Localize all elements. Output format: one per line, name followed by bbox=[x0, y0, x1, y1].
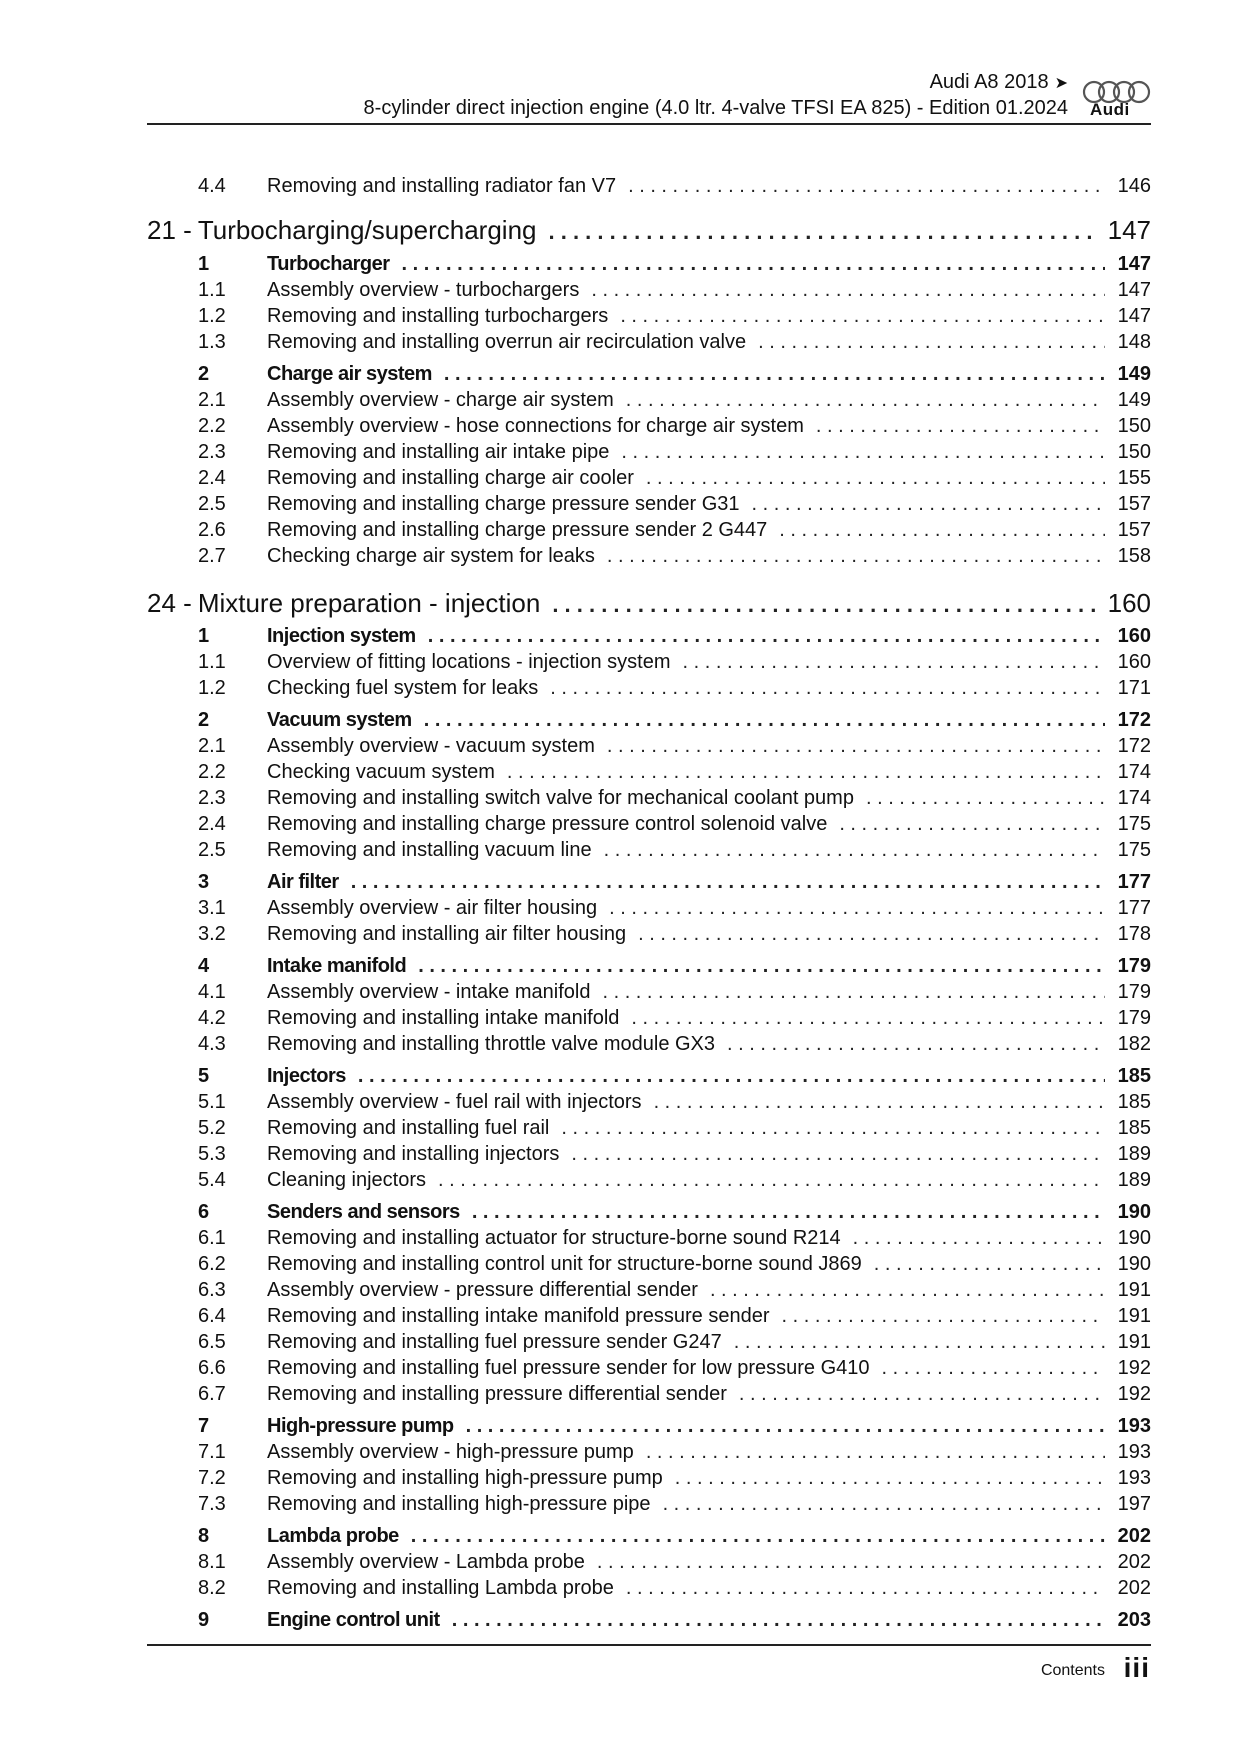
toc-entry-number: 2.6 bbox=[198, 519, 226, 541]
dot-leader bbox=[727, 1032, 1105, 1056]
toc-entry-title: Removing and installing charge pressure control solenoid valve bbox=[267, 813, 828, 835]
toc-page-number: 193 bbox=[1117, 1415, 1151, 1437]
toc-page-number: 191 bbox=[1117, 1305, 1151, 1327]
toc-entry-title: Engine control unit bbox=[267, 1609, 440, 1631]
toc-entry-number: 2.4 bbox=[198, 813, 226, 835]
header-rule bbox=[147, 123, 1151, 125]
toc-entry-number: 2.2 bbox=[198, 415, 226, 437]
toc-page-number: 182 bbox=[1117, 1033, 1151, 1055]
toc-subsection-entry[interactable] bbox=[147, 1440, 1151, 1464]
dot-leader bbox=[549, 217, 1100, 247]
toc-entry-title: Removing and installing charge pressure sender 2 G447 bbox=[267, 519, 768, 541]
toc-entry-title: Removing and installing vacuum line bbox=[267, 839, 592, 861]
dot-leader bbox=[866, 786, 1105, 810]
toc-entry-number: 1.1 bbox=[198, 651, 226, 673]
toc-entry-number: 5 bbox=[198, 1065, 210, 1087]
toc-entry-title: Assembly overview - fuel rail with injectors bbox=[267, 1091, 642, 1113]
footer-page-number: iii bbox=[1123, 1652, 1150, 1683]
toc-entry-number: 2.3 bbox=[198, 441, 226, 463]
toc-section-entry[interactable] bbox=[147, 1414, 1151, 1438]
toc-page-number: 160 bbox=[1117, 651, 1151, 673]
toc-entry-title: Removing and installing actuator for structure-borne sound R214 bbox=[267, 1227, 841, 1249]
toc-entry-title: Removing and installing radiator fan V7 bbox=[267, 175, 617, 197]
toc-subsection-entry[interactable] bbox=[147, 980, 1151, 1004]
toc-section-entry[interactable] bbox=[147, 1608, 1151, 1632]
toc-entry-number: 2.2 bbox=[198, 761, 226, 783]
toc-entry-title: Assembly overview - intake manifold bbox=[267, 981, 591, 1003]
dot-leader bbox=[418, 954, 1105, 978]
toc-entry-title: Cleaning injectors bbox=[267, 1169, 426, 1191]
toc-subsection-entry[interactable] bbox=[147, 1356, 1151, 1380]
toc-entry-number: 1 bbox=[198, 253, 210, 275]
toc-page-number: 193 bbox=[1117, 1441, 1151, 1463]
footer-rule bbox=[147, 1644, 1151, 1646]
toc-page-number: 147 bbox=[1117, 305, 1151, 327]
toc-subsection-entry[interactable] bbox=[147, 330, 1151, 354]
toc-entry-number: 4.1 bbox=[198, 981, 226, 1003]
toc-entry-number: 9 bbox=[198, 1609, 210, 1631]
toc-entry-title: Removing and installing turbochargers bbox=[267, 305, 609, 327]
dot-leader bbox=[654, 1090, 1105, 1114]
toc-page-number: 202 bbox=[1117, 1525, 1151, 1547]
dot-leader bbox=[621, 440, 1105, 464]
toc-subsection-entry[interactable] bbox=[147, 1382, 1151, 1406]
toc-entry-number: 2.3 bbox=[198, 787, 226, 809]
toc-entry-number: 3.1 bbox=[198, 897, 226, 919]
toc-entry-title: Assembly overview - air filter housing bbox=[267, 897, 598, 919]
toc-subsection-entry[interactable] bbox=[147, 518, 1151, 542]
dot-leader bbox=[739, 1382, 1105, 1406]
toc-subsection-entry[interactable] bbox=[147, 1576, 1151, 1600]
toc-page-number: 192 bbox=[1117, 1383, 1151, 1405]
toc-subsection-entry[interactable] bbox=[147, 466, 1151, 490]
toc-page-number: 150 bbox=[1117, 441, 1151, 463]
footer-section-label: Contents bbox=[1040, 1662, 1105, 1679]
dot-leader bbox=[602, 980, 1105, 1004]
toc-entry-title: Removing and installing pressure differential sender bbox=[267, 1383, 727, 1405]
toc-subsection-entry[interactable] bbox=[147, 1252, 1151, 1276]
toc-page-number: 147 bbox=[1117, 279, 1151, 301]
toc-entry-title: Assembly overview - pressure differential sender bbox=[267, 1279, 698, 1301]
toc-entry-title: Removing and installing fuel pressure sender for low pressure G410 bbox=[267, 1357, 870, 1379]
dot-leader bbox=[758, 330, 1105, 354]
toc-entry-number: 4 bbox=[198, 955, 210, 977]
dot-leader bbox=[597, 1550, 1105, 1574]
toc-entry-number: 2.5 bbox=[198, 493, 226, 515]
toc-subsection-entry[interactable] bbox=[147, 1466, 1151, 1490]
toc-entry-title: Assembly overview - turbochargers bbox=[267, 279, 580, 301]
toc-page-number: 172 bbox=[1117, 735, 1151, 757]
toc-entry-number: 1.2 bbox=[198, 305, 226, 327]
dot-leader bbox=[472, 1200, 1105, 1224]
toc-subsection-entry[interactable] bbox=[147, 278, 1151, 302]
toc-entry-number: 2.1 bbox=[198, 735, 226, 757]
toc-entry-number: 2.7 bbox=[198, 545, 226, 567]
toc-subsection-entry[interactable] bbox=[147, 1116, 1151, 1140]
dot-leader bbox=[782, 1304, 1106, 1328]
toc-entry-title: Removing and installing intake manifold bbox=[267, 1007, 620, 1029]
toc-page-number: 177 bbox=[1117, 871, 1151, 893]
toc-entry-number: 8 bbox=[198, 1525, 210, 1547]
toc-subsection-entry[interactable] bbox=[147, 1304, 1151, 1328]
toc-section-entry[interactable] bbox=[147, 870, 1151, 894]
toc-subsection-entry[interactable] bbox=[147, 1226, 1151, 1250]
toc-entry-title: Removing and installing air intake pipe bbox=[267, 441, 610, 463]
toc-entry-number: 3.2 bbox=[198, 923, 226, 945]
toc-subsection-entry[interactable] bbox=[147, 1550, 1151, 1574]
toc-page-number: 185 bbox=[1117, 1065, 1151, 1087]
toc-entry-number: 1 bbox=[198, 625, 210, 647]
toc-section-entry[interactable] bbox=[147, 954, 1151, 978]
toc-entry-number: 7.3 bbox=[198, 1493, 226, 1515]
toc-entry-number: 6.6 bbox=[198, 1357, 226, 1379]
toc-entry-number: 7.1 bbox=[198, 1441, 226, 1463]
dot-leader bbox=[452, 1608, 1105, 1632]
dot-leader bbox=[663, 1492, 1105, 1516]
dot-leader bbox=[358, 1064, 1105, 1088]
dot-leader bbox=[853, 1226, 1105, 1250]
toc-page-number: 202 bbox=[1117, 1577, 1151, 1599]
toc-subsection-entry[interactable] bbox=[147, 1006, 1151, 1030]
toc-entry-title: Lambda probe bbox=[267, 1525, 399, 1547]
toc-entry-title: Checking fuel system for leaks bbox=[267, 677, 539, 699]
dot-leader bbox=[710, 1278, 1105, 1302]
dot-leader bbox=[507, 760, 1105, 784]
audi-brand-word: Audi bbox=[1090, 100, 1130, 119]
toc-page-number: 190 bbox=[1117, 1201, 1151, 1223]
toc-subsection-entry[interactable] bbox=[147, 440, 1151, 464]
toc-subsection-entry[interactable] bbox=[147, 786, 1151, 810]
toc-entry-number: 5.1 bbox=[198, 1091, 226, 1113]
toc-entry-title: Injectors bbox=[267, 1065, 346, 1087]
dot-leader bbox=[620, 304, 1105, 328]
toc-section-entry[interactable] bbox=[147, 1524, 1151, 1548]
toc-entry-title: Turbocharger bbox=[267, 253, 390, 275]
vehicle-title bbox=[930, 70, 1068, 96]
dot-leader bbox=[839, 812, 1105, 836]
toc-subsection-entry[interactable] bbox=[147, 922, 1151, 946]
toc-entry-number: 6 bbox=[198, 1201, 210, 1223]
toc-page-number: 192 bbox=[1117, 1357, 1151, 1379]
toc-subsection-entry[interactable] bbox=[147, 1032, 1151, 1056]
toc-entry-title: Removing and installing switch valve for mechanical coolant pump bbox=[267, 787, 854, 809]
toc-chapter-entry[interactable] bbox=[147, 215, 1151, 247]
toc-entry-title: Assembly overview - high-pressure pump bbox=[267, 1441, 634, 1463]
toc-page-number: 158 bbox=[1117, 545, 1151, 567]
toc-page-number: 147 bbox=[1117, 253, 1151, 275]
toc-subsection-entry[interactable] bbox=[147, 812, 1151, 836]
toc-page-number: 185 bbox=[1117, 1117, 1151, 1139]
toc-entry-number: 2.5 bbox=[198, 839, 226, 861]
toc-subsection-entry[interactable] bbox=[147, 650, 1151, 674]
dot-leader bbox=[626, 1576, 1105, 1600]
toc-page-number: 150 bbox=[1117, 415, 1151, 437]
toc-entry-number: 1.1 bbox=[198, 279, 226, 301]
toc-entry-title: Removing and installing control unit for structure-borne sound J869 bbox=[267, 1253, 862, 1275]
toc-entry-title: Removing and installing high-pressure pump bbox=[267, 1467, 663, 1489]
dot-leader bbox=[631, 1006, 1105, 1030]
dot-leader bbox=[428, 624, 1105, 648]
toc-entry-title: Senders and sensors bbox=[267, 1201, 460, 1223]
toc-page-number: 202 bbox=[1117, 1551, 1151, 1573]
toc-subsection-entry[interactable] bbox=[147, 388, 1151, 412]
toc-page-number: 203 bbox=[1117, 1609, 1151, 1631]
dot-leader bbox=[424, 708, 1105, 732]
toc-entry-title: Removing and installing injectors bbox=[267, 1143, 560, 1165]
toc-chapter-title: Mixture preparation - injection bbox=[197, 588, 541, 618]
dot-leader bbox=[779, 518, 1105, 542]
toc-entry-number: 7 bbox=[198, 1415, 210, 1437]
toc-entry-number: 6.7 bbox=[198, 1383, 226, 1405]
dot-leader bbox=[752, 492, 1106, 516]
toc-subsection-entry[interactable] bbox=[147, 676, 1151, 700]
toc-entry-title: Removing and installing fuel pressure sender G247 bbox=[267, 1331, 722, 1353]
toc-section-entry[interactable] bbox=[147, 252, 1151, 276]
toc-chapter-entry[interactable] bbox=[147, 588, 1151, 620]
toc-chapter-title: Turbocharging/supercharging bbox=[197, 215, 537, 245]
toc-entry-title: Removing and installing high-pressure pipe bbox=[267, 1493, 651, 1515]
toc-page-number: 155 bbox=[1117, 467, 1151, 489]
toc-entry-title: Vacuum system bbox=[267, 709, 412, 731]
dot-leader bbox=[604, 838, 1105, 862]
toc-entry-title: Removing and installing charge pressure sender G31 bbox=[267, 493, 740, 515]
toc-entry-number: 6.5 bbox=[198, 1331, 226, 1353]
dot-leader bbox=[552, 590, 1099, 620]
toc-page-number: 190 bbox=[1117, 1227, 1151, 1249]
toc-entry-title: Injection system bbox=[267, 625, 416, 647]
toc-entry-title: Removing and installing Lambda probe bbox=[267, 1577, 614, 1599]
toc-entry-number: 2 bbox=[198, 709, 210, 731]
toc-page-number: 175 bbox=[1117, 813, 1151, 835]
toc-entry-title: Removing and installing air filter housing bbox=[267, 923, 627, 945]
vehicle-title-text: Audi A8 2018 bbox=[929, 71, 1049, 93]
toc-entry-title: Assembly overview - hose connections for charge air system bbox=[267, 415, 804, 437]
dot-leader bbox=[607, 544, 1105, 568]
dot-leader bbox=[571, 1142, 1105, 1166]
toc-entry-number: 6.4 bbox=[198, 1305, 226, 1327]
toc-page-number: 146 bbox=[1117, 175, 1151, 197]
toc-subsection-entry[interactable] bbox=[147, 1492, 1151, 1516]
toc-entry-title: Assembly overview - charge air system bbox=[267, 389, 614, 411]
toc-entry-title: High-pressure pump bbox=[267, 1415, 454, 1437]
toc-entry-number: 6.1 bbox=[198, 1227, 226, 1249]
toc-page-number: 179 bbox=[1117, 981, 1151, 1003]
dot-leader bbox=[402, 252, 1105, 276]
dot-leader bbox=[550, 676, 1105, 700]
toc-page-number: 172 bbox=[1117, 709, 1151, 731]
toc-entry-title: Assembly overview - vacuum system bbox=[267, 735, 595, 757]
toc-entry-title: Charge air system bbox=[267, 363, 432, 385]
toc-entry-title: Air filter bbox=[267, 871, 339, 893]
toc-entry-number: 2.1 bbox=[198, 389, 226, 411]
toc-page-number: 148 bbox=[1117, 331, 1151, 353]
toc-entry-number: 2.4 bbox=[198, 467, 226, 489]
toc-entry-number: 6.3 bbox=[198, 1279, 226, 1301]
engine-edition-title: 8-cylinder direct injection engine (4.0 ltr. 4-valve TFSI EA 825) - Edition 01.2024 bbox=[363, 97, 1068, 119]
toc-entry-number: 7.2 bbox=[198, 1467, 226, 1489]
dot-leader bbox=[607, 734, 1105, 758]
dot-leader bbox=[591, 278, 1105, 302]
toc-entry-number: 4.4 bbox=[198, 175, 226, 197]
toc-entry-title: Assembly overview - Lambda probe bbox=[267, 1551, 585, 1573]
toc-page-number: 179 bbox=[1117, 1007, 1151, 1029]
toc-page-number: 185 bbox=[1117, 1091, 1151, 1113]
dot-leader bbox=[609, 896, 1105, 920]
dot-leader bbox=[646, 1440, 1105, 1464]
dot-leader bbox=[734, 1330, 1105, 1354]
toc-page-number: 189 bbox=[1117, 1143, 1151, 1165]
toc-section-entry[interactable] bbox=[147, 362, 1151, 386]
toc-page-number: 191 bbox=[1117, 1279, 1151, 1301]
toc-subsection-entry[interactable] bbox=[147, 544, 1151, 568]
toc-page-number: 175 bbox=[1117, 839, 1151, 861]
dot-leader bbox=[638, 922, 1105, 946]
toc-subsection-entry[interactable] bbox=[147, 1168, 1151, 1192]
dot-leader bbox=[351, 870, 1105, 894]
dot-leader bbox=[444, 362, 1105, 386]
arrow-right-icon: ➤ bbox=[1054, 75, 1068, 92]
toc-entry-title: Overview of fitting locations - injection system bbox=[267, 651, 671, 673]
toc-entry-title: Checking vacuum system bbox=[267, 761, 495, 783]
toc-page-number: 189 bbox=[1117, 1169, 1151, 1191]
toc-entry-number: 5.2 bbox=[198, 1117, 226, 1139]
toc-entry-number: 4.2 bbox=[198, 1007, 226, 1029]
toc-subsection-entry[interactable] bbox=[147, 414, 1151, 438]
dot-leader bbox=[882, 1356, 1105, 1380]
toc-subsection-entry[interactable] bbox=[147, 760, 1151, 784]
toc-page-number: 171 bbox=[1117, 677, 1151, 699]
toc-subsection-entry[interactable] bbox=[147, 174, 1151, 198]
toc-page-number: 190 bbox=[1117, 1253, 1151, 1275]
dot-leader bbox=[646, 466, 1105, 490]
toc-page-number: 179 bbox=[1117, 955, 1151, 977]
toc-section-entry[interactable] bbox=[147, 708, 1151, 732]
dot-leader bbox=[411, 1524, 1105, 1548]
dot-leader bbox=[628, 174, 1105, 198]
toc-page-number: 177 bbox=[1117, 897, 1151, 919]
dot-leader bbox=[561, 1116, 1105, 1140]
toc-page-number: 160 bbox=[1107, 588, 1151, 618]
toc-subsection-entry[interactable] bbox=[147, 896, 1151, 920]
toc-entry-number: 4.3 bbox=[198, 1033, 226, 1055]
toc-subsection-entry[interactable] bbox=[147, 838, 1151, 862]
toc-page-number: 197 bbox=[1117, 1493, 1151, 1515]
toc-entry-title: Removing and installing overrun air recirculation valve bbox=[267, 331, 747, 353]
dot-leader bbox=[683, 650, 1106, 674]
dot-leader bbox=[816, 414, 1105, 438]
toc-entry-number: 3 bbox=[198, 871, 210, 893]
dot-leader bbox=[438, 1168, 1105, 1192]
dot-leader bbox=[874, 1252, 1105, 1276]
toc-page-number: 178 bbox=[1117, 923, 1151, 945]
toc-entry-title: Intake manifold bbox=[267, 955, 407, 977]
toc-page-number: 149 bbox=[1117, 363, 1151, 385]
toc-entry-title: Removing and installing charge air cooler bbox=[267, 467, 634, 489]
dot-leader bbox=[466, 1414, 1105, 1438]
toc-entry-number: 8.2 bbox=[198, 1577, 226, 1599]
toc-section-entry[interactable] bbox=[147, 624, 1151, 648]
toc-page-number: 160 bbox=[1117, 625, 1151, 647]
toc-page-number: 147 bbox=[1107, 215, 1151, 245]
toc-subsection-entry[interactable] bbox=[147, 492, 1151, 516]
toc-page-number: 193 bbox=[1117, 1467, 1151, 1489]
toc-entry-title: Removing and installing intake manifold pressure sender bbox=[267, 1305, 770, 1327]
toc-page-number: 149 bbox=[1117, 389, 1151, 411]
toc-entry-number: 5.3 bbox=[198, 1143, 226, 1165]
toc-entry-number: 8.1 bbox=[198, 1551, 226, 1573]
toc-entry-title: Checking charge air system for leaks bbox=[267, 545, 595, 567]
toc-entry-number: 2 bbox=[198, 363, 210, 385]
toc-page-number: 191 bbox=[1117, 1331, 1151, 1353]
toc-entry-number: 1.2 bbox=[198, 677, 226, 699]
toc-subsection-entry[interactable] bbox=[147, 304, 1151, 328]
toc-subsection-entry[interactable] bbox=[147, 1142, 1151, 1166]
toc-entry-number: 5.4 bbox=[198, 1169, 226, 1191]
toc-entry-number: 6.2 bbox=[198, 1253, 226, 1275]
dot-leader bbox=[675, 1466, 1105, 1490]
toc-entry-number: 1.3 bbox=[198, 331, 226, 353]
toc-subsection-entry[interactable] bbox=[147, 1278, 1151, 1302]
toc-page-number: 174 bbox=[1117, 761, 1151, 783]
toc-entry-title: Removing and installing throttle valve module GX3 bbox=[267, 1033, 716, 1055]
toc-chapter-number: 21 - bbox=[147, 215, 192, 245]
toc-section-entry[interactable] bbox=[147, 1200, 1151, 1224]
dot-leader bbox=[626, 388, 1105, 412]
toc-chapter-number: 24 - bbox=[147, 588, 192, 618]
toc-entry-title: Removing and installing fuel rail bbox=[267, 1117, 550, 1139]
toc-subsection-entry[interactable] bbox=[147, 734, 1151, 758]
toc-page-number: 157 bbox=[1117, 493, 1151, 515]
toc-subsection-entry[interactable] bbox=[147, 1330, 1151, 1354]
toc-subsection-entry[interactable] bbox=[147, 1090, 1151, 1114]
toc-page-number: 174 bbox=[1117, 787, 1151, 809]
toc-section-entry[interactable] bbox=[147, 1064, 1151, 1088]
toc-page-number: 157 bbox=[1117, 519, 1151, 541]
